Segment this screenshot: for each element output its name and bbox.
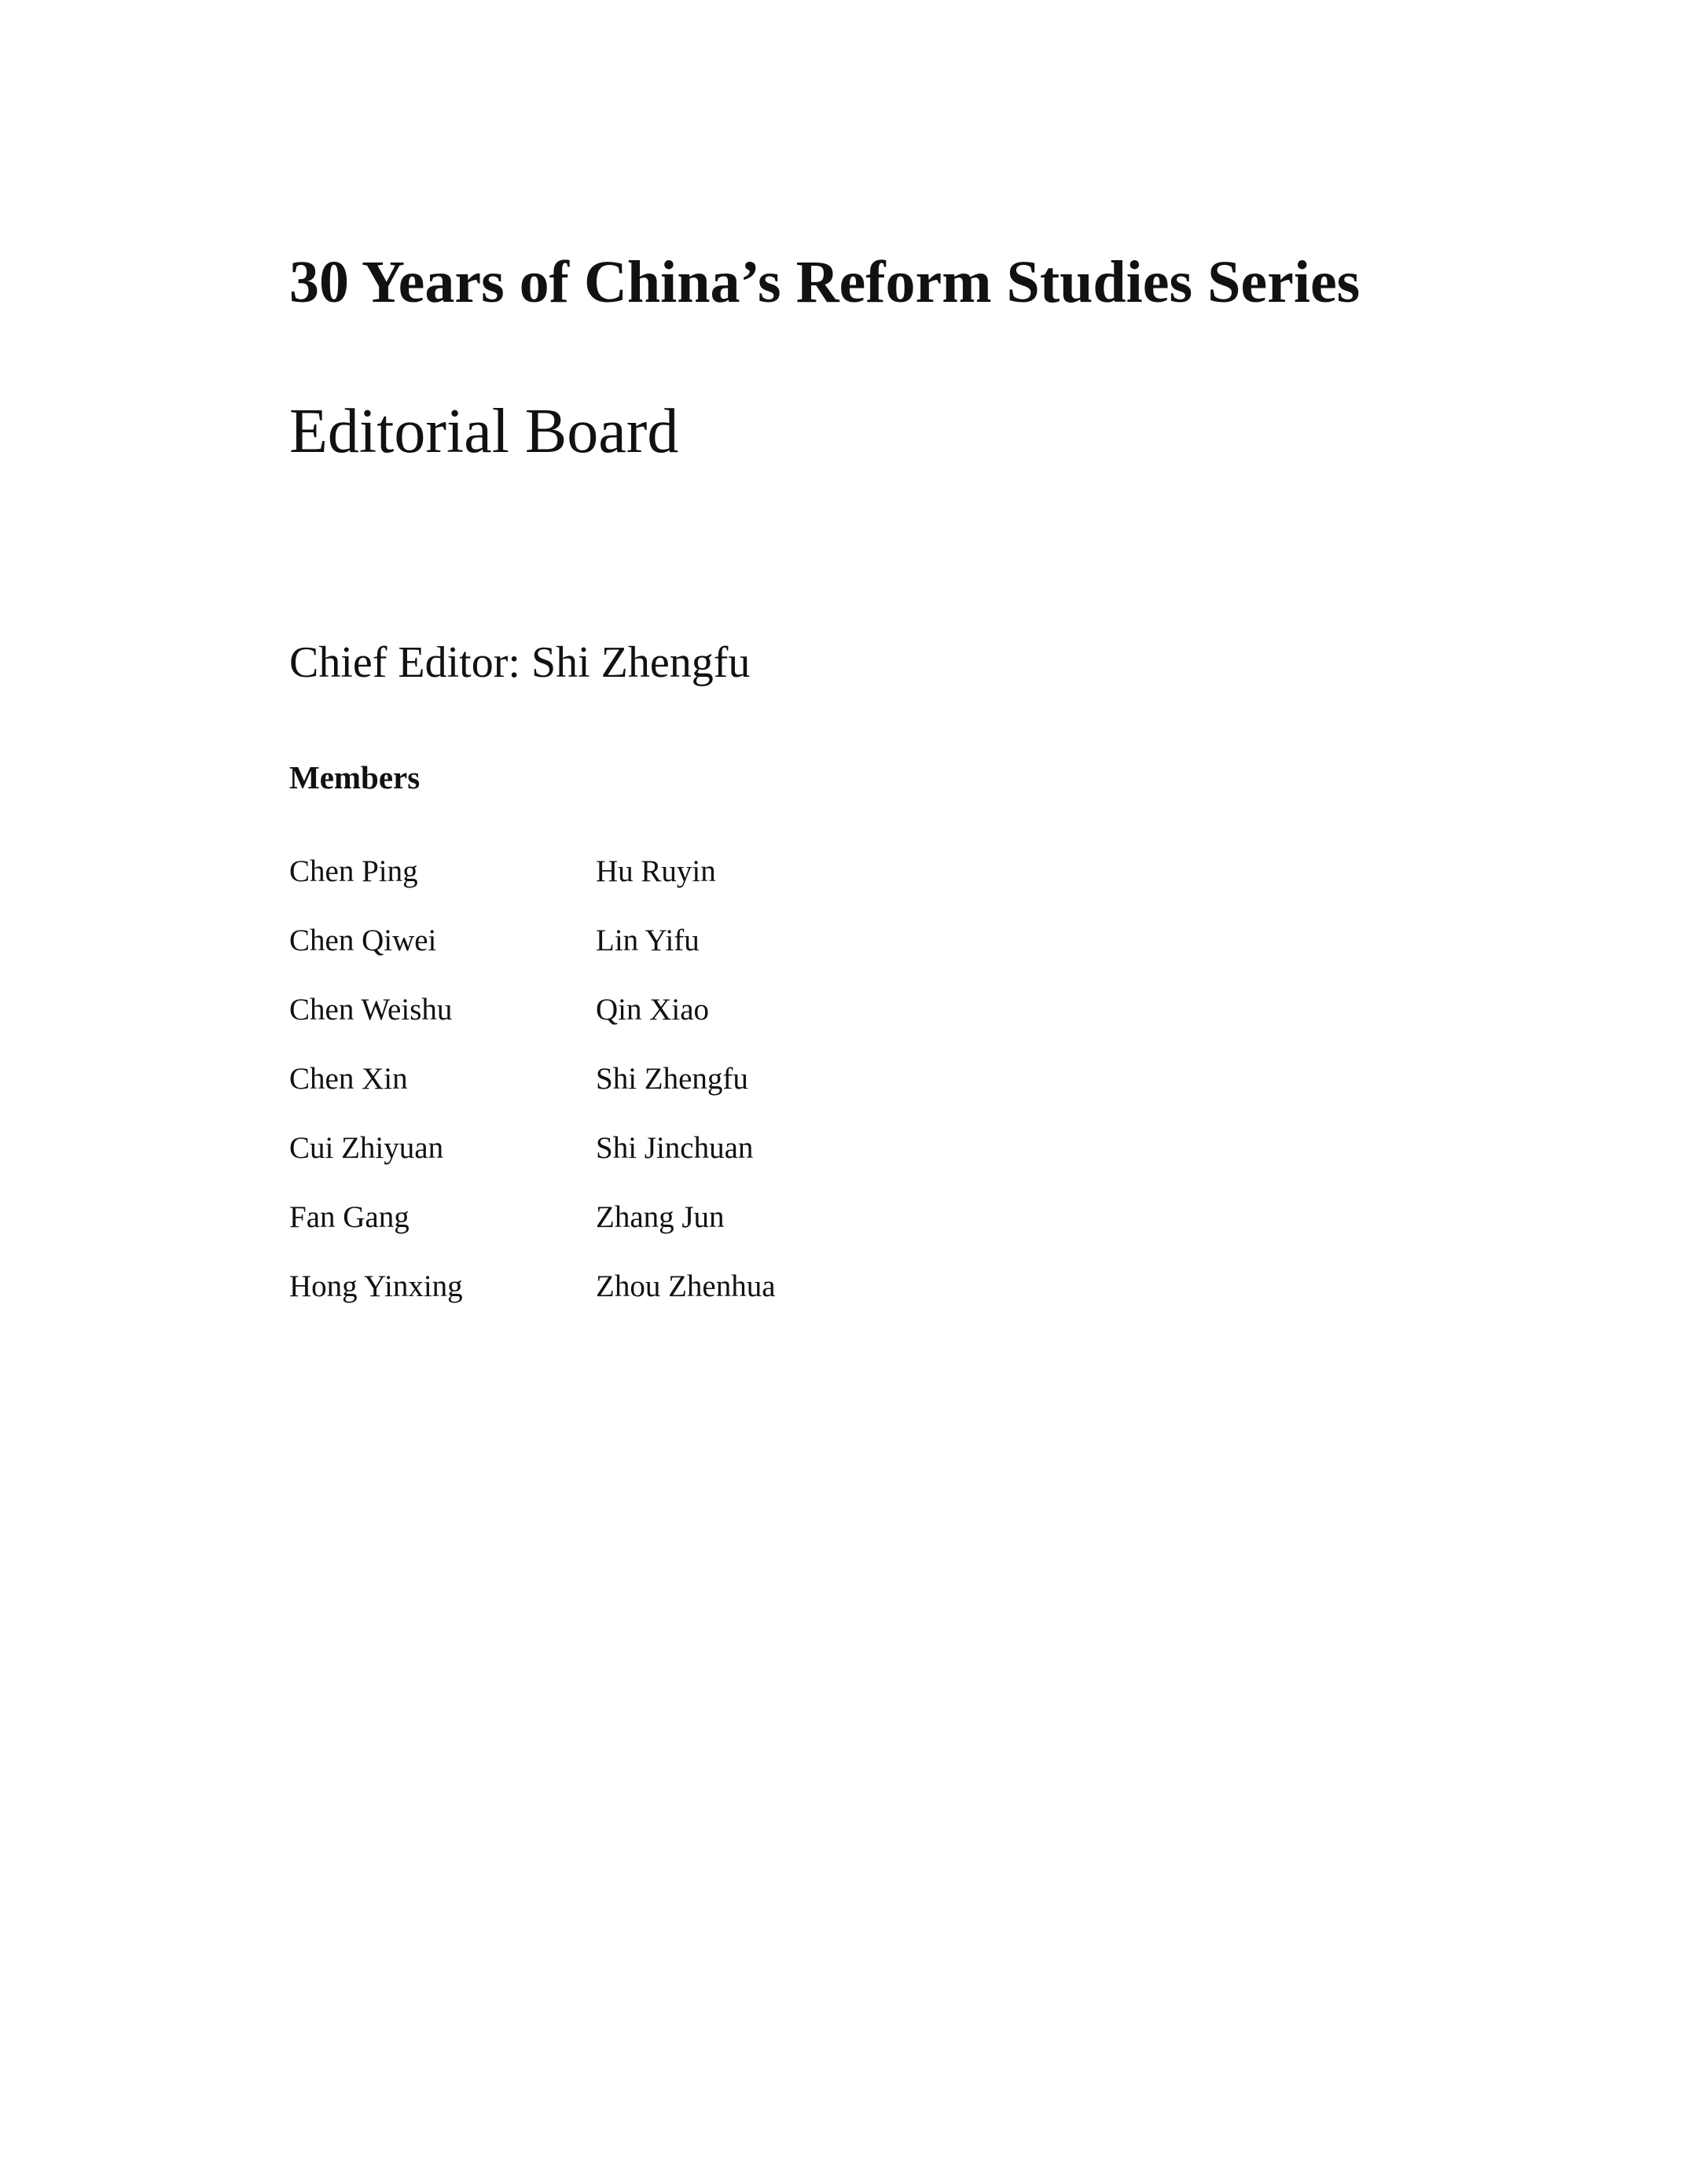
member-name: Chen Ping [289,854,418,888]
member-name: Lin Yifu [596,924,700,957]
members-heading: Members [289,759,421,795]
member-name: Fan Gang [289,1200,410,1234]
member-name: Qin Xiao [596,993,710,1027]
member-name: Hu Ruyin [596,854,716,888]
member-name: Shi Zhengfu [596,1062,748,1096]
member-name: Cui Zhiyuan [289,1131,444,1165]
chief-editor: Chief Editor: Shi Zhengfu [289,638,751,687]
editorial-board-title: Editorial Board [289,397,679,466]
members-list-right [596,837,776,1321]
member-name: Chen Weishu [289,993,453,1027]
members-list-left [289,837,463,1321]
member-name: Zhou Zhenhua [596,1269,776,1303]
member-name: Shi Jinchuan [596,1131,754,1165]
series-title: 30 Years of China’s Reform Studies Series [289,249,1361,315]
member-name: Chen Xin [289,1062,408,1096]
member-name: Chen Qiwei [289,924,437,957]
member-name: Hong Yinxing [289,1269,463,1303]
member-name: Zhang Jun [596,1200,725,1234]
